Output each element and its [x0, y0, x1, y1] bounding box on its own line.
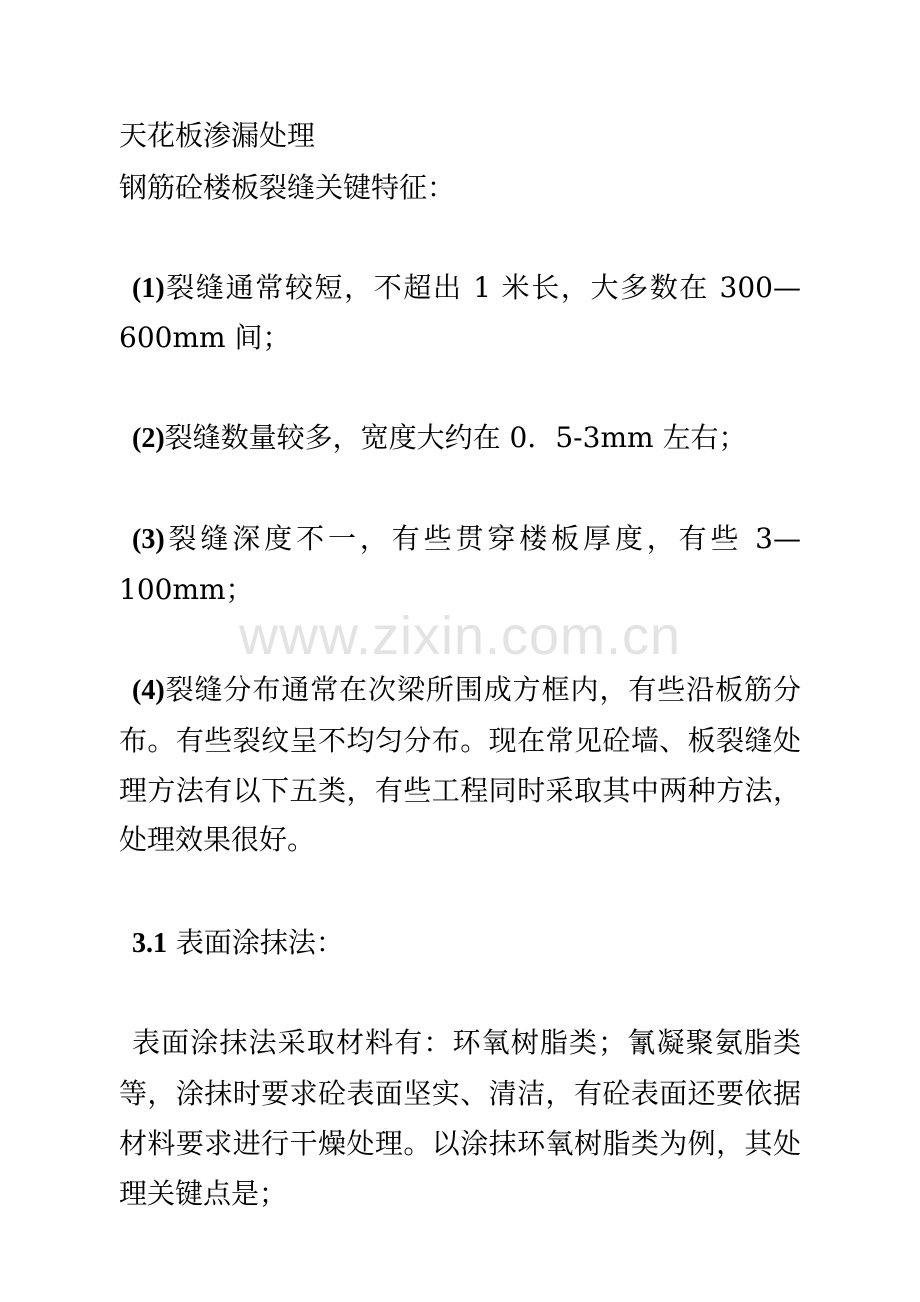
section-number: 3.1 [132, 928, 167, 959]
list-item-4 [132, 672, 801, 709]
document-subtitle: 钢筋砼楼板裂缝关键特征： [119, 171, 456, 204]
paragraph-line-4: 理关键点是； [119, 1177, 288, 1210]
paragraph-line-2: 等，涂抹时要求砼表面坚实、清洁，有砼表面还要依据 [119, 1077, 801, 1110]
watermark: www.zixin.com.cn [238, 606, 682, 666]
item-number: (2) [132, 423, 165, 454]
list-item-4-cont-1: 布。有些裂纹呈不均匀分布。现在常见砼墙、板裂缝处 [119, 724, 801, 757]
item-text: 裂缝通常较短，不超出 1 米长，大多数在 300— [164, 271, 801, 304]
document-title: 天花板渗漏处理 [119, 119, 316, 152]
list-item-4-cont-2: 理方法有以下五类，有些工程同时采取其中两种方法， [119, 774, 801, 807]
list-item-3 [132, 521, 801, 558]
item-number: (1) [132, 273, 165, 304]
item-text: 裂缝深度不一，有些贯穿楼板厚度，有些 3— [164, 522, 801, 555]
paragraph-line-3: 材料要求进行干燥处理。以涂抹环氧树脂类为例，其处 [119, 1127, 801, 1160]
section-title: 表面涂抹法： [175, 926, 344, 959]
paragraph-line-1: 表面涂抹法采取材料有：环氧树脂类；氰凝聚氨脂类 [132, 1026, 801, 1059]
section-heading [132, 925, 344, 962]
item-number: (3) [132, 524, 165, 555]
list-item-2 [132, 420, 746, 457]
list-item-3-cont: 100mm； [119, 573, 254, 606]
item-number: (4) [132, 675, 165, 706]
item-text: 裂缝分布通常在次梁所围成方框内，有些沿板筋分 [164, 673, 801, 706]
item-text: 裂缝数量较多，宽度大约在 0．5-3mm 左右； [164, 421, 747, 454]
list-item-4-cont-3: 处理效果很好。 [119, 823, 316, 856]
list-item-1-cont: 600mm 间； [119, 321, 291, 354]
list-item-1 [132, 270, 801, 307]
